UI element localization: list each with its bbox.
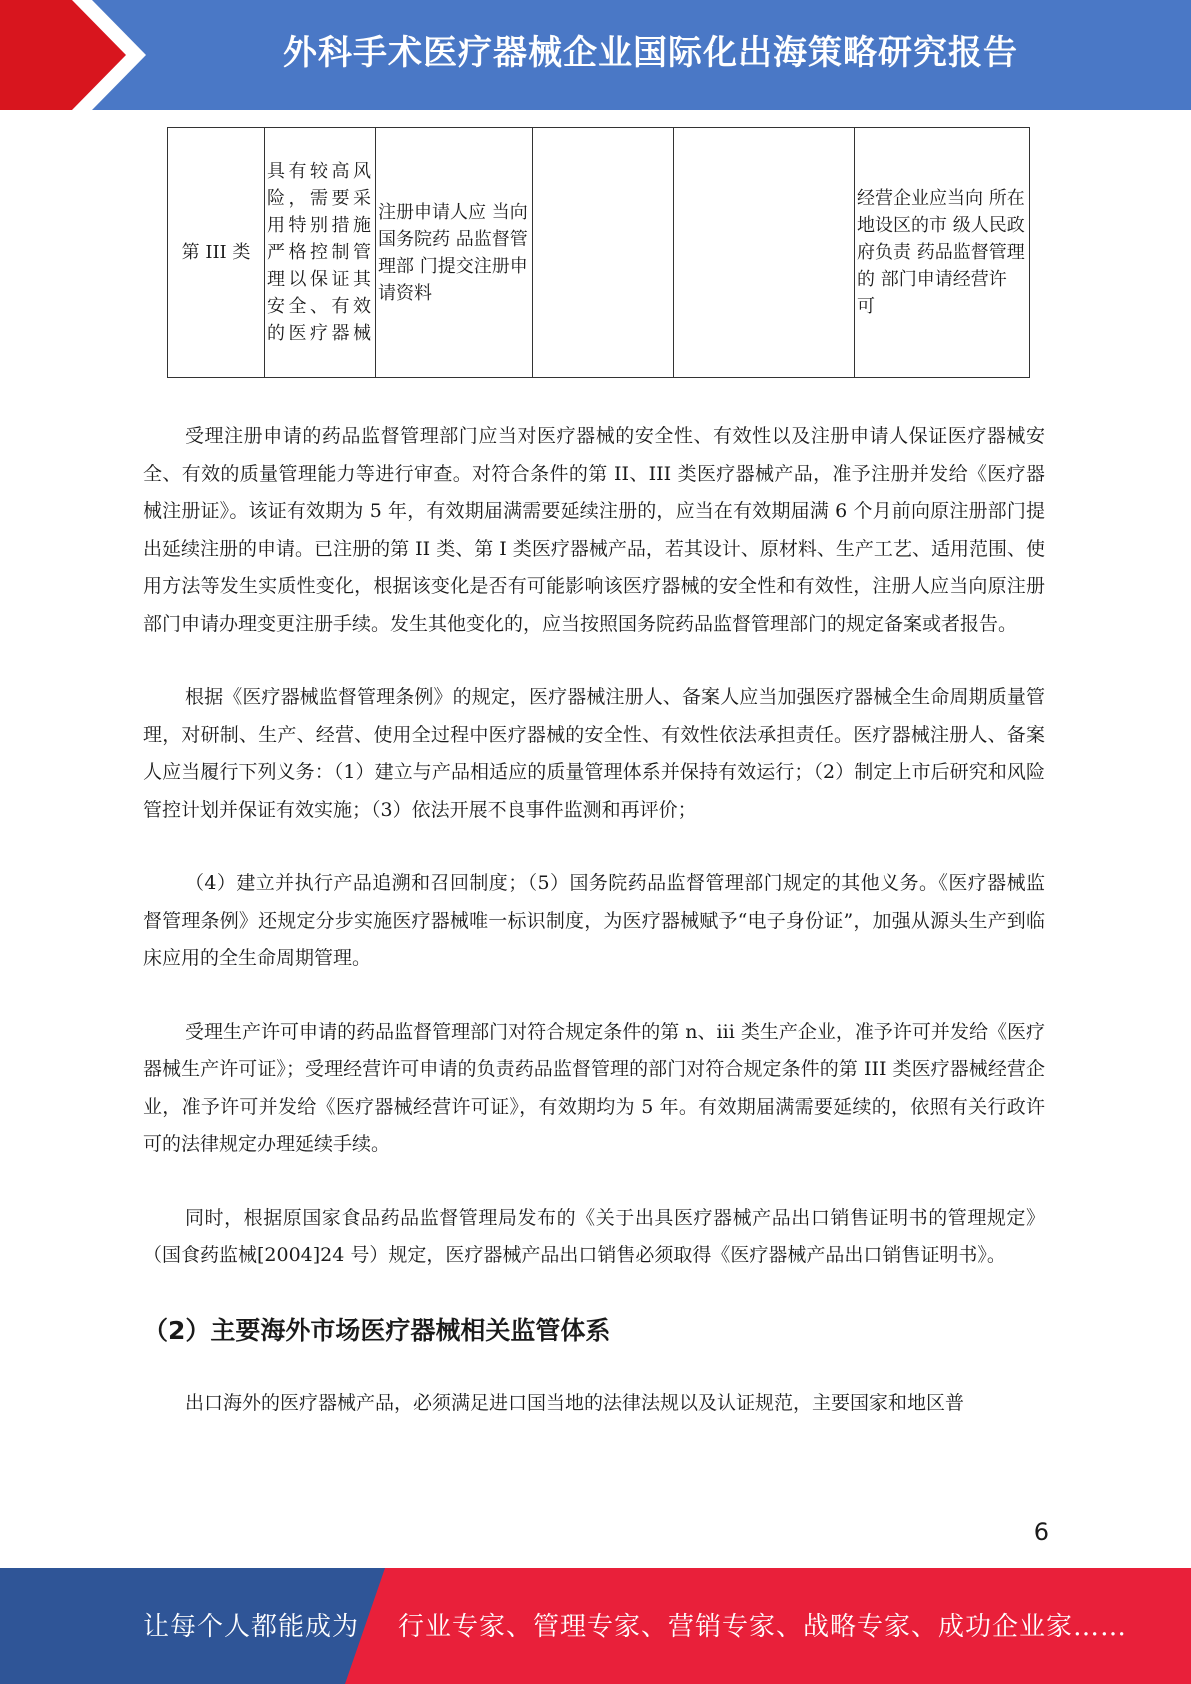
paragraph-registration-review: 受理注册申请的药品监督管理部门应当对医疗器械的安全性、有效性以及注册申请人保证医疗器械安全、有效的质量管理能力等进行审查。对符合条件的第 II、III 类医疗器械产品，准予注册并发给《医疗器械注册证》。该证有效期为 5 年，有效期届满需要延续注册的，应当在有效期届满 6 个月前向原注册部门提出延续注册的申请。已注册的第 II 类、第 I 类医疗器械产品，若其设计、原材料、生产工艺、适用范围、使用方法等发生实质性变化，根据该变化是否有可能影响该医疗器械的安全性和有效性，注册人应当向原注册部门申请办理变更注册手续。发生其他变化的，应当按照国务院药品监督管理部门的规定备案或者报告。 xyxy=(143,425,1045,635)
cell-empty-4 xyxy=(533,128,674,378)
body-content xyxy=(143,418,1045,1458)
paragraph-obligations: 根据《医疗器械监督管理条例》的规定，医疗器械注册人、备案人应当加强医疗器械全生命周期质量管理，对研制、生产、经营、使用全过程中医疗器械的安全性、有效性依法承担责任。医疗器械注册人、备案人应当履行下列义务：（1）建立与产品相适应的质量管理体系并保持有效运行；（2）制定上市后研究和风险管控计划并保证有效实施；（3）依法开展不良事件监测和再评价； xyxy=(143,686,1045,821)
paragraph-overseas: 出口海外的医疗器械产品，必须满足进口国当地的法律法规以及认证规范，主要国家和地区普 xyxy=(185,1391,965,1414)
cell-empty-5 xyxy=(674,128,855,378)
paragraph-udi: （4）建立并执行产品追溯和召回制度；（5）国务院药品监督管理部门规定的其他义务。《医疗器械监督管理条例》还规定分步实施医疗器械唯一标识制度，为医疗器械赋予“电子身份证”，加强从源头生产到临床应用的全生命周期管理。 xyxy=(143,872,1045,969)
paragraph-export-certificate: 同时，根据原国家食品药品监督管理局发布的《关于出具医疗器械产品出口销售证明书的管理规定》（国食药监械[2004]24 号）规定，医疗器械产品出口销售必须取得《医疗器械产品出口销售证明书》。 xyxy=(143,1206,1045,1266)
section-heading: （2）主要海外市场医疗器械相关监管体系 xyxy=(143,1315,611,1345)
page-header xyxy=(0,0,1191,110)
cell-category: 第 III 类 xyxy=(168,128,265,378)
header-title: 外科手术医疗器械企业国际化出海策略研究报告 xyxy=(283,33,1018,73)
table-row xyxy=(168,128,1030,378)
page-number: 6 xyxy=(1033,1518,1049,1546)
footer-slogan-left: 让每个人都能成为 xyxy=(143,1612,360,1642)
page-footer xyxy=(0,1568,1191,1684)
regulation-table xyxy=(167,127,1030,378)
cell-operation: 经营企业应当向 所在地设区的市 级人民政府负责 药品监督管理的 部门申请经营许 可 xyxy=(855,128,1030,378)
cell-risk: 具有较高风险，需要采用特别措施严格控制管理以保证其安全、有效的医疗器械 xyxy=(265,128,376,378)
cell-registration: 注册申请人应 当向国务院药 品监督管理部 门提交注册申 请资料 xyxy=(376,128,533,378)
paragraph-licenses: 受理生产许可申请的药品监督管理部门对符合规定条件的第 n、iii 类生产企业，准予许可并发给《医疗器械生产许可证》；受理经营许可申请的负责药品监督管理的部门对符合规定条件的第 III 类医疗器械经营企业，准予许可并发给《医疗器械经营许可证》，有效期均为 5 年。有效期届满需要延续的，依照有关行政许可的法律规定办理延续手续。 xyxy=(143,1020,1045,1155)
footer-slogan-right: 行业专家、管理专家、营销专家、战略专家、成功企业家…… xyxy=(398,1612,1128,1642)
